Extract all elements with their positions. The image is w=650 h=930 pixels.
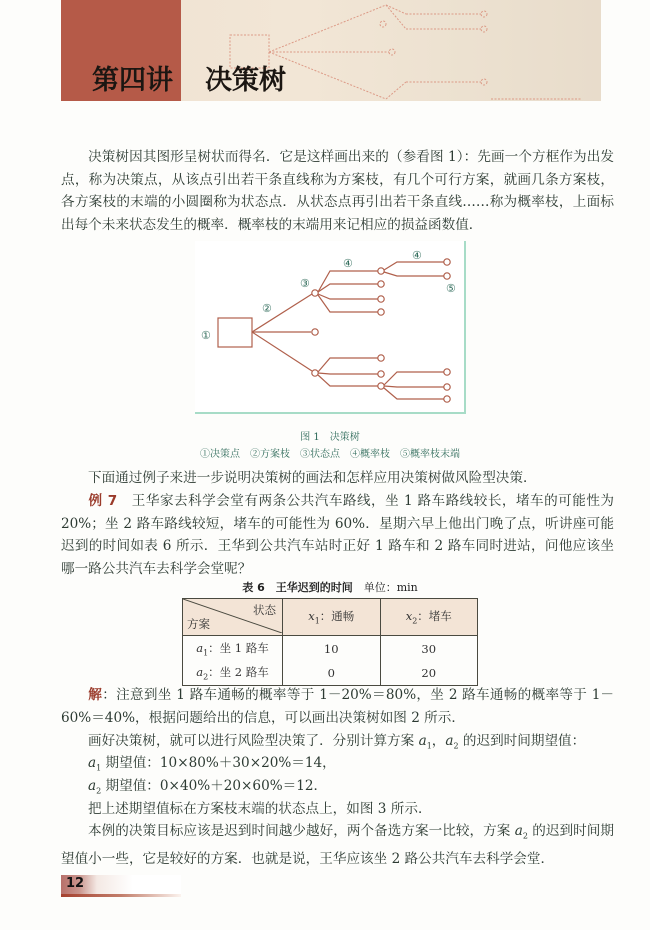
table-6-number: 表 6 — [242, 581, 265, 594]
solution-text-1: ：注意到坐 1 路车通畅的概率等于 1－20%＝80%，坐 2 路车通畅的概率等于 1－60%＝40%，根据问题给出的信息，可以画出决策树如图 2 所示． — [61, 687, 615, 726]
a2-expectation-line: $a_2$ 期望值：0×40%＋20×60%＝12． — [88, 778, 328, 796]
figure-1-legend: ①决策点 ②方案枝 ③状态点 ④概率枝 ⑤概率枝末端 — [200, 449, 460, 460]
label-prob-end: ⑤ — [446, 282, 456, 295]
decision-box-icon — [218, 318, 252, 347]
figure-1-caption: 图 1 决策树 — [300, 432, 360, 443]
transition-text: 下面通过例子来进一步说明决策树的画法和怎样应用决策树做风险型决策． — [88, 470, 537, 486]
solution-paragraph-4: 本例的决策目标应该是迟到时间越少越好，两个备选方案一比较，方案 $a_2$ 的迟到时间期望值小一些，它是较好的方案．也就是说，王华应该坐 2 路公共汽车去科学会堂． — [61, 823, 614, 868]
cell-a1-x2: 30 — [380, 636, 478, 662]
row-label-a1: $a_1$：坐 1 路车 — [183, 636, 283, 662]
example-7-paragraph — [61, 490, 614, 580]
label-plan-branch: ② — [262, 302, 272, 315]
chapter-number: 第四讲 — [92, 65, 173, 96]
corner-plan-label: 方案 — [187, 617, 210, 631]
cell-a1-x1: 10 — [283, 636, 381, 662]
column-header-x1: $x_1$：通畅 — [283, 599, 381, 636]
label-state-point: ③ — [300, 277, 310, 290]
chapter-title: 决策树 — [205, 65, 286, 96]
solution-paragraph-2: 画好决策树，就可以进行风险型决策了．分别计算方案 $a_1$，$a_2$ 的迟到时间期望值： — [88, 733, 586, 751]
table-6 — [182, 598, 478, 686]
column-header-x2: $x_2$：堵车 — [380, 599, 478, 636]
page-number: 12 — [66, 876, 85, 891]
cell-a2-x2: 20 — [380, 661, 478, 686]
decision-tree-diagram — [0, 0, 650, 430]
page-number-underline — [61, 894, 181, 897]
label-prob-branch-2: ④ — [412, 249, 422, 262]
solution-label: 解 — [88, 687, 103, 703]
row-label-a2: $a_2$：坐 2 路车 — [183, 661, 283, 686]
transition-paragraph — [61, 467, 614, 490]
label-prob-branch: ④ — [343, 257, 353, 270]
table-header-row — [183, 599, 478, 636]
table-6-name: 王华迟到的时间 — [275, 581, 353, 594]
intro-text: 决策树因其图形呈树状而得名．它是这样画出来的（参看图 1）：先画一个方框作为出发点，称为决策点，从该点引出若干条直线称为方案枝，有几个可行方案，就画几条方案枝，各方案枝的末端的小圆圈称为状态点．从状态点再引出若干条直线……称为概率枝，上面标出每个未来状态发生的概率．概率枝的末端用来记相应的损益函数值． — [61, 149, 614, 233]
corner-state-label: 状态 — [253, 603, 276, 617]
table-corner-cell — [183, 599, 283, 636]
label-decision-point: ① — [201, 329, 211, 342]
example-7-text: 王华家去科学会堂有两条公共汽车路线，坐 1 路车路线较长，堵车的可能性为 20%；坐 2 路车路线较短，堵车的可能性为 60%．星期六早上他出门晚了点，听讲座可能迟到的时间如表 6 所示．王华到公共汽车站时正好 1 路车和 2 路车同时进站，问他应该坐哪一路公共汽车去科学会堂呢？ — [61, 493, 614, 577]
example-7-label: 例 7 — [88, 493, 118, 509]
solution-paragraph-3: 把上述期望值标在方案枝末端的状态点上，如图 3 所示． — [88, 801, 432, 817]
a1-expectation-line: $a_1$ 期望值：10×80%＋30×20%＝14， — [88, 755, 336, 773]
solution-paragraph-1 — [61, 684, 614, 729]
cell-a2-x1: 0 — [283, 661, 381, 686]
table-6-unit: 单位：min — [363, 581, 418, 594]
table-6-title — [170, 579, 490, 595]
table-row — [183, 661, 478, 686]
table-row — [183, 636, 478, 662]
